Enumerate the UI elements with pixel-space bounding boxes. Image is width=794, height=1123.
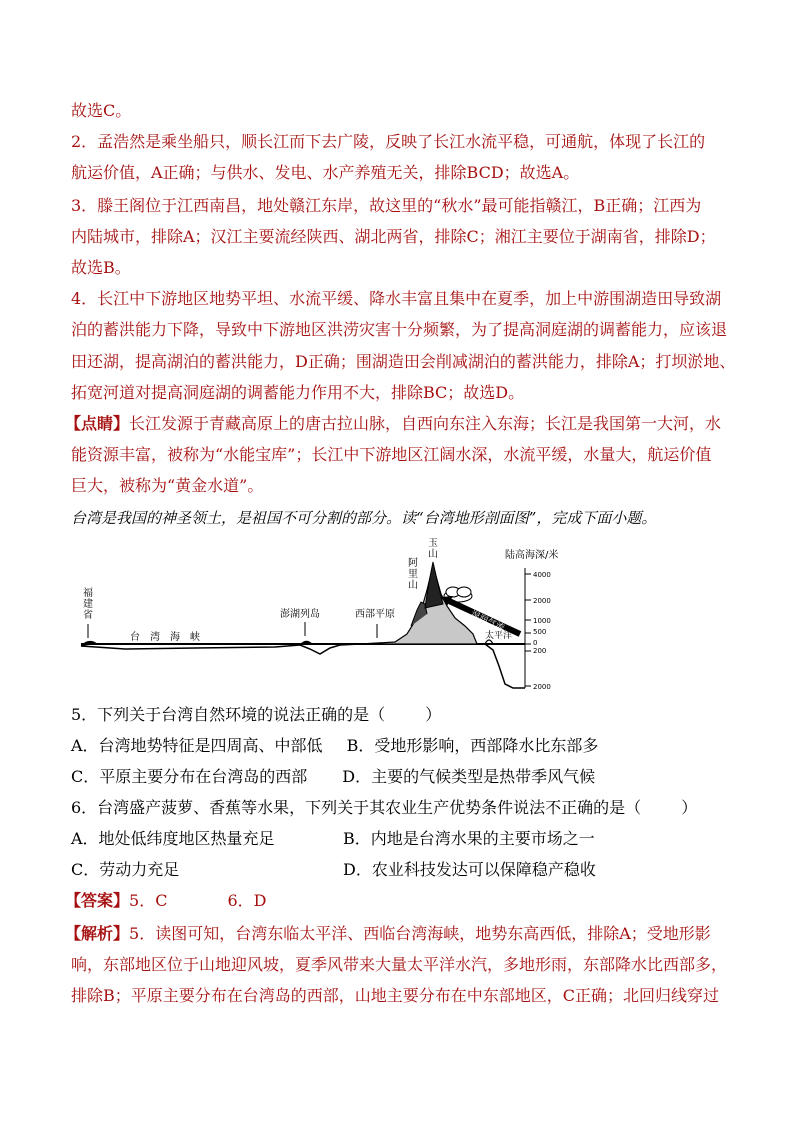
tick-label: 2000 <box>533 683 551 691</box>
text-line: 泊的蓄洪能力下降，导致中下游地区洪涝灾害十分频繁，为了提高洞庭湖的调蓄能力，应该退 <box>71 320 728 339</box>
label-fujian: 福建省 <box>83 588 93 621</box>
seabed-profile <box>81 644 360 654</box>
text-span: 长江发源于青藏高原上的唐古拉山脉，自西向东注入东海；长江是我国第一大河，水 <box>129 414 722 433</box>
text-line: 田还湖，提高湖泊的蓄洪能力，D正确；围湖造田会削减湖泊的蓄洪能力，排除A；打坝淤地、 <box>71 352 736 371</box>
label-strait: 台 湾 海 峡 <box>130 632 200 643</box>
east-seabed-profile <box>477 644 525 688</box>
tick-label: 1000 <box>533 617 551 625</box>
label-west-plain: 西部平原 <box>355 609 395 620</box>
question-6-options-row1 <box>71 829 595 849</box>
text-line: 排除B；平原主要分布在台湾岛的西部，山地主要分布在中东部地区，C正确；北回归线穿过 <box>71 986 720 1005</box>
question-5-options-row2 <box>71 767 595 787</box>
text-line: 故选B。 <box>71 258 131 277</box>
option-5a: A．台湾地势特征是四周高、中部低 <box>71 736 323 755</box>
option-6d: D．农业科技发达可以保障稳产稳收 <box>343 860 596 879</box>
question-6-close: ） <box>681 798 698 817</box>
label-alishan: 阿里山 <box>408 558 418 591</box>
section-tag-dianjing: 【点睛】 <box>65 414 130 433</box>
text-line: 内陆城市，排除A；汉江主要流经陕西、湖北两省，排除C；湘江主要位于湖南省，排除D； <box>71 227 716 246</box>
question-6-options-row2 <box>71 860 596 880</box>
text-line: 4．长江中下游地区地势平坦、水流平缓、降水丰富且集中在夏季，加上中游围湖造田导致湖 <box>71 289 722 308</box>
option-6c: C．劳动力充足 <box>71 860 180 879</box>
text-line: 响，东部地区位于山地迎风坡，夏季风带来大量太平洋水汽，多地形雨，东部降水比西部多， <box>71 955 728 974</box>
text-line: 能资源丰富，被称为“水能宝库”；长江中下游地区江阔水深，水流平缓，水量大，航运价值 <box>71 445 712 464</box>
answer-6: 6．D <box>227 891 267 910</box>
answer-5: 5．C <box>129 891 168 910</box>
option-5c: C．平原主要分布在台湾岛的西部 <box>71 767 308 786</box>
text-line: 航运价值，A正确；与供水、发电、水产养殖无关，排除BCD；故选A。 <box>71 163 580 182</box>
option-6b: B．内地是台湾水果的主要市场之一 <box>343 829 595 848</box>
option-5b: B．受地形影响，西部降水比东部多 <box>346 736 599 755</box>
answer-line <box>65 891 266 911</box>
passage-intro: 台湾是我国的神圣领土，是祖国不可分割的部分。读“台湾地形剖面图”，完成下面小题。 <box>71 509 657 527</box>
fujian-coast <box>81 641 97 646</box>
explanation-line <box>65 924 711 944</box>
axis-title: 陆高海深/米 <box>505 550 559 561</box>
answer-tag: 【答案】 <box>65 891 130 910</box>
label-yushan: 玉山 <box>428 538 438 560</box>
label-pacific: 太平洋 <box>485 631 513 641</box>
text-line: 拓宽河道对提高洞庭湖的调蓄能力作用不大，排除BC；故选D。 <box>71 383 525 402</box>
question-5 <box>71 705 441 725</box>
question-6 <box>71 798 697 818</box>
question-5-stem: 5．下列关于台湾自然环境的说法正确的是（ <box>71 705 386 724</box>
text-line: 3．滕王阁位于江西南昌，地处赣江东岸，故这里的“秋水”最可能指赣江，B正确；江西为 <box>71 196 702 215</box>
text-span: 5．读图可知，台湾东临太平洋、西临台湾海峡，地势东高西低，排除A；受地形影 <box>129 924 711 943</box>
tick-label: 0 <box>533 639 538 647</box>
question-6-stem: 6．台湾盛产菠萝、香蕉等水果，下列关于其农业生产优势条件说法不正确的是（ <box>71 798 642 817</box>
explanation-tag: 【解析】 <box>65 924 130 943</box>
tick-label: 4000 <box>533 571 551 579</box>
moist-air-label: 湿润气流 <box>468 609 506 634</box>
text-line: 故选C。 <box>71 101 132 120</box>
label-penghu: 澎湖列岛 <box>280 609 320 620</box>
tick-label: 2000 <box>533 597 551 605</box>
text-line: 2．孟浩然是乘坐船只，顺长江而下去广陵，反映了长江水流平稳，可通航，体现了长江的 <box>71 132 706 151</box>
text-line <box>65 414 721 434</box>
taiwan-terrain-profile-figure <box>75 538 730 698</box>
tick-label: 200 <box>533 647 547 655</box>
tick-label: 500 <box>533 628 547 636</box>
question-5-close: ） <box>425 705 442 724</box>
question-5-options-row1 <box>71 736 598 756</box>
option-5d: D．主要的气候类型是热带季风气候 <box>342 767 596 786</box>
text-line: 巨大，被称为“黄金水道”。 <box>71 476 264 495</box>
option-6a: A．地处低纬度地区热量充足 <box>71 829 275 848</box>
